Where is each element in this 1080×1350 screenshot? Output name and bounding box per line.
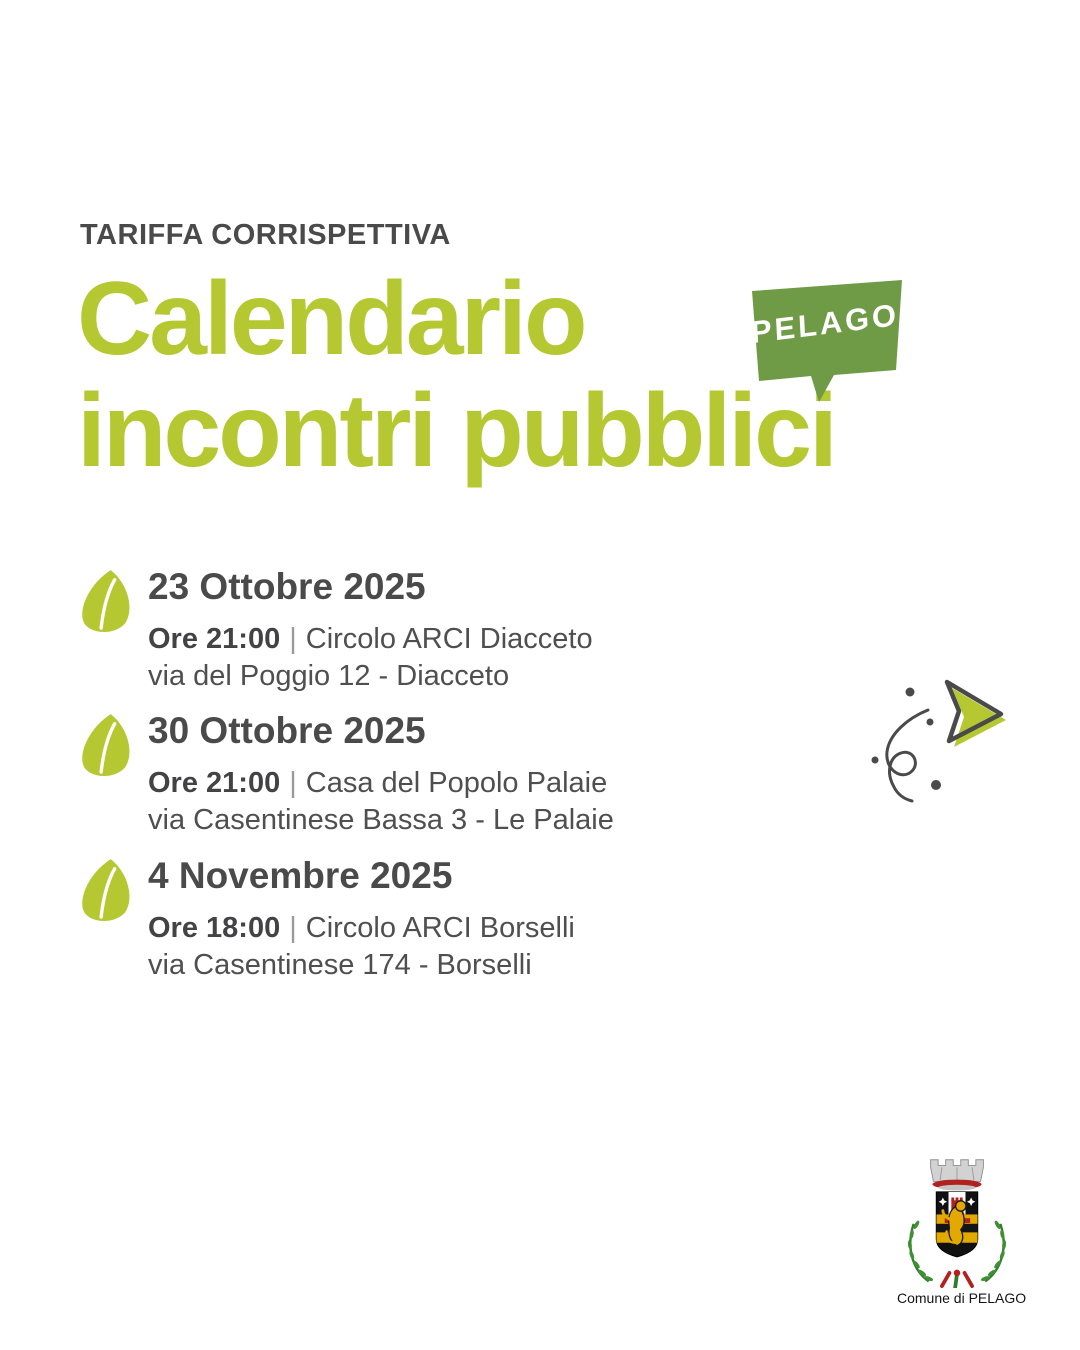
pipe-separator: |	[289, 622, 297, 655]
leaf-icon	[76, 857, 134, 923]
mural-crown	[931, 1160, 984, 1191]
event-item	[76, 855, 575, 984]
pipe-separator: |	[289, 911, 297, 944]
event-address: via Casentinese Bassa 3 - Le Palaie	[148, 803, 614, 836]
event-venue: Casa del Popolo Palaie	[305, 766, 608, 799]
event-date: 4 Novembre 2025	[148, 855, 453, 896]
pipe-separator: |	[289, 766, 297, 799]
event-address: via Casentinese 174 - Borselli	[148, 948, 532, 981]
pelago-speech-badge	[746, 278, 908, 404]
event-body	[148, 710, 614, 839]
tricolor-ribbon	[942, 1270, 972, 1288]
kicker-label: TARIFFA CORRISPETTIVA	[80, 219, 451, 251]
event-date: 23 Ottobre 2025	[148, 566, 426, 607]
event-venue: Circolo ARCI Borselli	[305, 911, 575, 944]
paper-plane-arrow-icon	[947, 682, 1006, 747]
event-details	[148, 910, 575, 947]
event-item	[76, 710, 614, 839]
event-details	[148, 765, 614, 802]
event-body	[148, 855, 575, 984]
page-title	[77, 263, 835, 488]
event-time: Ore 18:00	[148, 911, 281, 944]
event-address: via del Poggio 12 - Diacceto	[148, 659, 510, 692]
event-details	[148, 621, 593, 658]
comune-logo	[897, 1156, 1027, 1306]
badge-label: PELAGO	[750, 296, 900, 351]
doodle-dot	[906, 688, 915, 697]
event-venue: Circolo ARCI Diacceto	[305, 622, 593, 655]
title-line-2: incontri pubblici	[77, 373, 835, 490]
title-line-1: Calendario	[77, 261, 585, 377]
doodle-dot	[931, 780, 941, 790]
leaf-icon	[76, 712, 134, 778]
paper-plane-doodle	[852, 646, 1012, 816]
event-date: 30 Ottobre 2025	[148, 710, 426, 751]
event-time: Ore 21:00	[148, 766, 281, 799]
doodle-dot	[927, 719, 934, 726]
event-body	[148, 566, 593, 695]
doodle-dot	[872, 757, 879, 764]
leaf-icon	[76, 568, 134, 634]
event-time: Ore 21:00	[148, 622, 281, 655]
shield	[936, 1192, 977, 1257]
logo-caption: Comune di PELAGO	[897, 1290, 1027, 1306]
swirl-line	[887, 710, 928, 801]
coat-of-arms-icon	[899, 1156, 1015, 1288]
event-item	[76, 566, 593, 695]
